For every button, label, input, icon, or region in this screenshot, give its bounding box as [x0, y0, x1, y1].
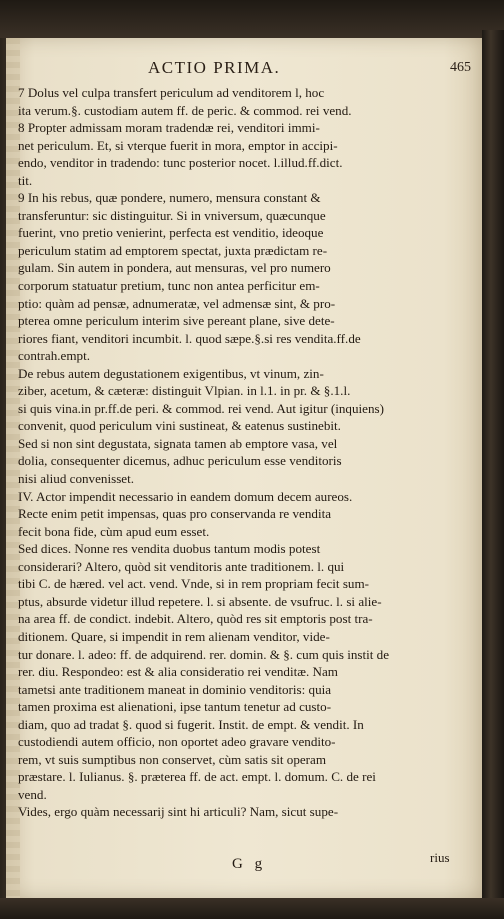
- text-line: 7 Dolus vel culpa transfert periculum ad venditorem l, hoc: [18, 85, 325, 100]
- text-line: tametsi ante traditionem maneat in dominio venditoris: quia: [18, 681, 332, 697]
- text-line: endo, venditor in tradendo: tunc posterior nocet. l.illud.ff.dict.: [18, 155, 343, 171]
- text-line: vend.: [18, 786, 47, 802]
- text-line: contrah.empt.: [18, 348, 90, 364]
- text-line: na area ff. de condict. indebit. Altero, quòd res sit emptoris post tra-: [18, 611, 373, 627]
- text-line: considerari? Altero, quòd sit venditoris ante traditionem. l. qui: [18, 558, 345, 574]
- text-line: net periculum. Et, si vterque fuerit in mora, emptor in accipi-: [18, 137, 338, 153]
- text-line: ita verum.§. custodiam autem ff. de peric. & commod. rei vend.: [18, 102, 352, 118]
- text-line: Sed dices. Nonne res vendita duobus tantum modis potest: [18, 541, 321, 557]
- scan-right-edge: [482, 30, 504, 910]
- text-line: ptio: quàm ad pensæ, adnumeratæ, vel admensæ sint, & pro-: [18, 295, 336, 311]
- text-line: dolia, consequenter dicemus, adhuc periculum esse venditoris: [18, 453, 342, 469]
- signature-mark: G g: [232, 856, 267, 872]
- text-line: ditionem. Quare, si impendit in rem alienam venditor, vide-: [18, 628, 330, 644]
- page-header: [20, 58, 480, 82]
- text-line: tit.: [18, 172, 33, 188]
- text-line: diam, quo ad tradat §. quod si fugerit. Instit. de empt. & vendit. In: [18, 716, 364, 732]
- text-line: gulam. Sin autem in pondera, aut mensuras, vel pro numero: [18, 260, 331, 276]
- text-line: rer. diu. Respondeo: est & alia consideratio rei venditæ. Nam: [18, 664, 338, 680]
- text-line: tamen proxima est alienationi, ipse tantum tenetur ad custo-: [18, 699, 332, 715]
- text-line: fuerint, vno pretio venierint, perfecta est venditio, ideoque: [18, 225, 324, 241]
- text-line: Sed si non sint degustata, signata tamen ab emptore vasa, vel: [18, 435, 338, 451]
- catchword: rius: [430, 850, 450, 865]
- text-line: tibi C. de hæred. vel act. vend. Vnde, si in rem propriam fecit sum-: [18, 576, 370, 592]
- text-line: convenit, quod periculum vini sustineat, & eatenus sustinebit.: [18, 418, 341, 434]
- text-line: corporum statuatur pretium, tunc non antea perficitur em-: [18, 278, 320, 294]
- text-line: rem, vt suis sumptibus non conservet, cùm satis sit operam: [18, 751, 327, 767]
- text-line: periculum statim ad emptorem spectat, juxta prædictam re-: [18, 242, 328, 258]
- text-line: nisi aliud convenisset.: [18, 471, 135, 487]
- scan-bottom-edge: [0, 898, 504, 919]
- text-line: ziber, acetum, & cæteræ: distinguit Vlpian. in l.1. in pr. & §.1.l.: [18, 383, 351, 399]
- text-line: transferuntur: sic distinguitur. Si in vniversum, quæcunque: [18, 207, 326, 223]
- scan-top-edge: [0, 0, 504, 38]
- text-line: De rebus autem degustationem exigentibus, vt vinum, zin-: [18, 365, 324, 381]
- page-number: 465: [450, 60, 471, 75]
- running-head: ACTIO PRIMA.: [148, 58, 281, 77]
- text-line: pterea omne periculum interim sive pereant plane, sive dete-: [18, 313, 335, 329]
- body-text: [18, 84, 450, 821]
- text-line: tur donare. l. adeo: ff. de adquirend. rer. domin. & §. cum quis instit de: [18, 646, 390, 662]
- text-line: IV. Actor impendit necessario in eandem domum decem aureos.: [18, 488, 353, 504]
- page-footer: [20, 850, 480, 878]
- text-line: riores fiant, venditori incumbit. l. quod sæpe.§.si res vendita.ff.de: [18, 330, 361, 346]
- text-line: ptus, absurde videtur illud repetere. l. si absente. de vsufruc. l. si alie-: [18, 593, 382, 609]
- text-line: 8 Propter admissam moram tradendæ rei, venditori immi-: [18, 120, 320, 136]
- text-line: Vides, ergo quàm necessarij sint hi articuli? Nam, sicut supe-: [18, 804, 339, 820]
- text-line: fecit bona fide, cùm apud eum esset.: [18, 523, 210, 539]
- text-line: præstare. l. Iulianus. §. præterea ff. de act. empt. l. domum. C. de rei: [18, 769, 376, 785]
- text-line: custodiendi autem officio, non oportet adeo gravare vendito-: [18, 734, 336, 750]
- text-line: 9 In his rebus, quæ pondere, numero, mensura constant &: [18, 190, 321, 206]
- text-line: Recte enim petit impensas, quas pro conservanda re vendita: [18, 506, 332, 522]
- text-line: si quis vina.in pr.ff.de peri. & commod. rei vend. Aut igitur (inquiens): [18, 400, 384, 416]
